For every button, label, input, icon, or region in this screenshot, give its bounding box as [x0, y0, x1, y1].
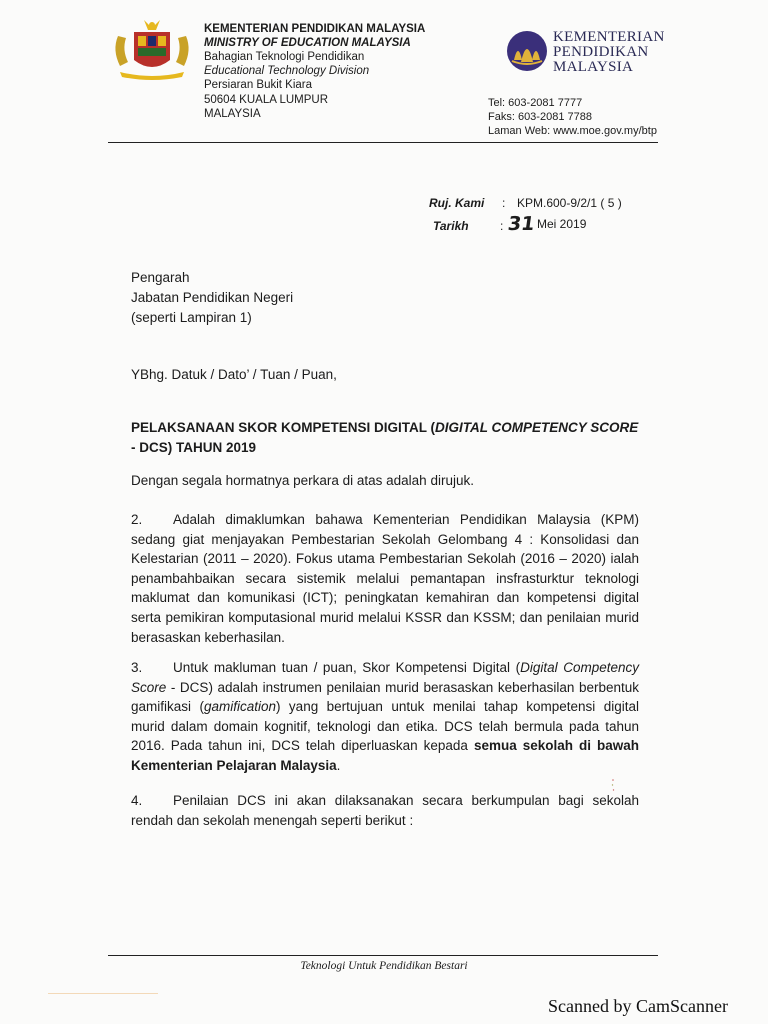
- recipient-line-1: Pengarah: [131, 270, 190, 285]
- address-line-1: Persiaran Bukit Kiara: [204, 79, 313, 91]
- letter-subject: [131, 418, 643, 458]
- coat-of-arms-icon: [108, 16, 196, 82]
- footer-divider: [108, 955, 658, 956]
- salutation: YBhg. Datuk / Dato’ / Tuan / Puan,: [131, 367, 337, 382]
- paragraph-3-text-2: - DCS) adalah instrumen penilaian murid berasaskan keberhasilan berbentuk gamifikasi (: [131, 679, 639, 715]
- address-line-3: MALAYSIA: [204, 108, 261, 120]
- ref-colon: :: [502, 196, 506, 210]
- paragraph-4: [131, 791, 639, 830]
- footer-tagline: Teknologi Untuk Pendidikan Bestari: [300, 960, 468, 972]
- logo-text-line-2: PENDIDIKAN: [553, 44, 649, 60]
- scan-speck: [611, 778, 615, 792]
- address-line-2: 50604 KUALA LUMPUR: [204, 94, 329, 106]
- logo-text-line-1: KEMENTERIAN: [553, 29, 665, 45]
- division-name-en: Educational Technology Division: [204, 65, 370, 77]
- date-label: Tarikh: [433, 219, 469, 233]
- ministry-name-en: MINISTRY OF EDUCATION MALAYSIA: [204, 37, 411, 49]
- contact-tel: Tel: 603-2081 7777: [488, 97, 583, 109]
- contact-fax: Faks: 603-2081 7788: [488, 111, 592, 123]
- subject-italic: DIGITAL COMPETENCY SCORE: [435, 420, 639, 435]
- paragraph-3-text-1: Untuk makluman tuan / puan, Skor Kompetensi Digital (: [173, 660, 521, 675]
- paragraph-3-bold: semua sekolah di bawah Kementerian Pelajaran Malaysia: [131, 738, 639, 773]
- subject-part-2: - DCS) TAHUN 2019: [131, 440, 257, 455]
- kpm-logo-icon: [506, 30, 548, 72]
- division-name-ms: Bahagian Teknologi Pendidikan: [204, 51, 365, 63]
- scanner-watermark: Scanned by CamScanner: [548, 996, 728, 1016]
- date-day-handwritten: 31: [506, 213, 536, 235]
- paragraph-2: [131, 510, 639, 647]
- subject-part-1: PELAKSANAAN SKOR KOMPETENSI DIGITAL (: [131, 420, 436, 435]
- ref-value: KPM.600-9/2/1 ( 5 ): [517, 196, 622, 210]
- paragraph-2-number: 2.: [131, 512, 143, 527]
- date-month-year: Mei 2019: [537, 217, 587, 231]
- date-colon: :: [500, 219, 504, 233]
- paragraph-3: [131, 658, 639, 776]
- header-divider: [108, 142, 658, 143]
- paragraph-3-text-3: ) yang bertujuan untuk menilai tahap kompetensi digital murid dalam domain kognitif, teknologi dan etika. DCS telah bermula pada tahun 2016. Pada tahun ini, DCS telah diperluaskan kepada: [131, 699, 640, 754]
- recipient-line-2: Jabatan Pendidikan Negeri: [131, 290, 294, 305]
- paragraph-3-italic-2: gamification: [203, 699, 276, 715]
- opening-line: Dengan segala hormatnya perkara di atas adalah dirujuk.: [131, 473, 474, 488]
- paragraph-3-italic-1: Digital Competency Score: [131, 660, 639, 695]
- paragraph-3-text-4: .: [336, 757, 341, 773]
- recipient-line-3: (seperti Lampiran 1): [131, 310, 252, 325]
- paragraph-4-text: Penilaian DCS ini akan dilaksanakan secara berkumpulan bagi sekolah rendah dan sekolah menengah seperti berikut :: [131, 793, 639, 828]
- ministry-name-ms: KEMENTERIAN PENDIDIKAN MALAYSIA: [204, 23, 426, 35]
- ref-label: Ruj. Kami: [429, 196, 485, 210]
- paragraph-3-number: 3.: [131, 660, 143, 675]
- paragraph-4-number: 4.: [131, 793, 143, 808]
- scan-mark: [48, 993, 158, 994]
- logo-text-line-3: MALAYSIA: [553, 59, 634, 75]
- contact-web: Laman Web: www.moe.gov.my/btp: [488, 125, 657, 137]
- paragraph-2-text: Adalah dimaklumkan bahawa Kementerian Pendidikan Malaysia (KPM) sedang giat menjayakan Pembestarian Sekolah Gelombang 4 : Konsolidasi dan Kelestarian (2011 – 2020). Fokus utama Pembestarian Sekolah (2016 – 2020) ialah penambahbaikan secara sistemik melalui pemantapan insfrasturktur teknologi maklumat dan komunikasi (ICT); peningkatan kemahiran dan kompetensi digital serta pemikiran komputasional murid melalui KSSR dan KSSM; dan penilaian murid berasaskan keberhasilan.: [131, 512, 639, 645]
